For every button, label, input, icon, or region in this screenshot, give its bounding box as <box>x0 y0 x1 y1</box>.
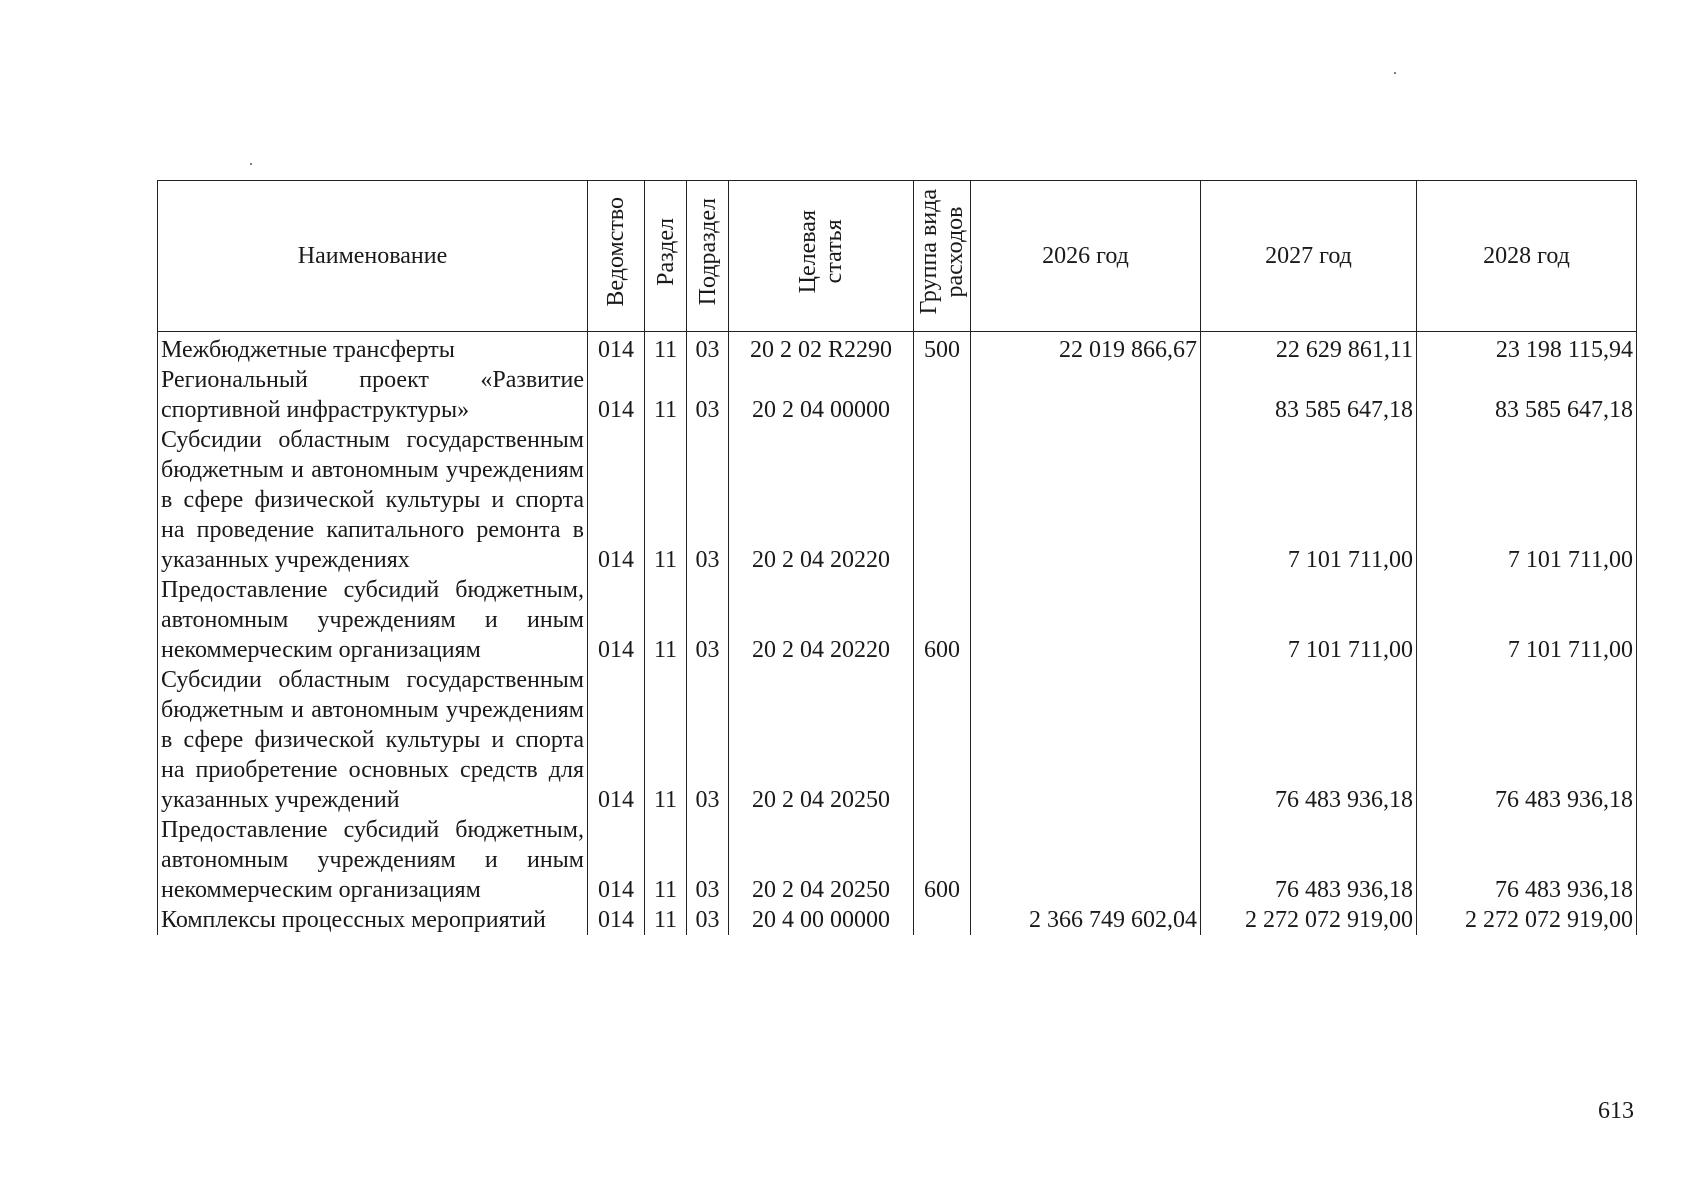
cell-amount-2027: 7 101 711,00 <box>1201 575 1417 665</box>
table-row <box>158 365 1637 425</box>
table-row <box>158 815 1637 905</box>
cell-section: 11 <box>645 815 687 905</box>
cell-name: Региональный проект «Развитие спортивной инфраструктуры» <box>158 365 588 425</box>
table-row <box>158 665 1637 815</box>
cell-section: 11 <box>645 332 687 366</box>
cell-amount-2028: 23 198 115,94 <box>1417 332 1637 366</box>
scan-speck <box>250 163 252 165</box>
cell-expense-group: 500 <box>914 332 971 366</box>
cell-subsection: 03 <box>687 815 729 905</box>
cell-amount-2028: 76 483 936,18 <box>1417 665 1637 815</box>
cell-expense-group <box>914 365 971 425</box>
cell-name: Предоставление субсидий бюджетным, автономным учреждениям и иным некоммерческим организациям <box>158 815 588 905</box>
cell-target-article: 20 2 04 00000 <box>729 365 914 425</box>
header-year-2028: 2028 год <box>1417 181 1637 332</box>
cell-department: 014 <box>588 575 645 665</box>
cell-name: Межбюджетные трансферты <box>158 332 588 366</box>
cell-amount-2027: 2 272 072 919,00 <box>1201 905 1417 935</box>
cell-section: 11 <box>645 905 687 935</box>
scan-speck <box>1394 72 1396 74</box>
cell-amount-2027: 7 101 711,00 <box>1201 425 1417 575</box>
cell-expense-group <box>914 425 971 575</box>
cell-target-article: 20 2 04 20250 <box>729 665 914 815</box>
cell-name: Комплексы процессных мероприятий <box>158 905 588 935</box>
cell-amount-2027: 83 585 647,18 <box>1201 365 1417 425</box>
cell-subsection: 03 <box>687 425 729 575</box>
cell-target-article: 20 2 04 20220 <box>729 575 914 665</box>
cell-amount-2026: 2 366 749 602,04 <box>971 905 1201 935</box>
cell-target-article: 20 2 04 20250 <box>729 815 914 905</box>
cell-amount-2026: 22 019 866,67 <box>971 332 1201 366</box>
header-section: Раздел <box>645 181 687 332</box>
cell-amount-2026 <box>971 425 1201 575</box>
cell-department: 014 <box>588 665 645 815</box>
cell-amount-2026 <box>971 575 1201 665</box>
header-department: Ведомство <box>588 181 645 332</box>
cell-amount-2028: 7 101 711,00 <box>1417 575 1637 665</box>
header-target-article: Целевая статья <box>729 181 914 332</box>
cell-section: 11 <box>645 665 687 815</box>
header-name: Наименование <box>158 181 588 332</box>
cell-target-article: 20 2 02 R2290 <box>729 332 914 366</box>
cell-amount-2026 <box>971 665 1201 815</box>
cell-amount-2027: 76 483 936,18 <box>1201 665 1417 815</box>
page-number: 613 <box>1598 1098 1634 1124</box>
cell-name: Субсидии областным государственным бюджетным и автономным учреждениям в сфере физической культуры и спорта на приобретение основных средств для указанных учреждений <box>158 665 588 815</box>
cell-amount-2026 <box>971 365 1201 425</box>
header-expense-group: Группа вида расходов <box>914 181 971 332</box>
table-row <box>158 575 1637 665</box>
cell-name: Субсидии областным государственным бюджетным и автономным учреждениям в сфере физической культуры и спорта на проведение капитального ремонта в указанных учреждениях <box>158 425 588 575</box>
cell-section: 11 <box>645 365 687 425</box>
cell-amount-2026 <box>971 815 1201 905</box>
cell-department: 014 <box>588 425 645 575</box>
cell-department: 014 <box>588 365 645 425</box>
cell-amount-2028: 76 483 936,18 <box>1417 815 1637 905</box>
cell-subsection: 03 <box>687 365 729 425</box>
header-year-2027: 2027 год <box>1201 181 1417 332</box>
budget-table <box>157 180 1637 935</box>
cell-amount-2027: 22 629 861,11 <box>1201 332 1417 366</box>
table-header-row <box>158 181 1637 332</box>
table-row <box>158 905 1637 935</box>
cell-subsection: 03 <box>687 332 729 366</box>
cell-amount-2028: 2 272 072 919,00 <box>1417 905 1637 935</box>
cell-subsection: 03 <box>687 575 729 665</box>
cell-target-article: 20 2 04 20220 <box>729 425 914 575</box>
cell-department: 014 <box>588 815 645 905</box>
cell-amount-2027: 76 483 936,18 <box>1201 815 1417 905</box>
cell-amount-2028: 83 585 647,18 <box>1417 365 1637 425</box>
table-row <box>158 425 1637 575</box>
cell-target-article: 20 4 00 00000 <box>729 905 914 935</box>
cell-department: 014 <box>588 905 645 935</box>
header-subsection: Подраздел <box>687 181 729 332</box>
cell-department: 014 <box>588 332 645 366</box>
cell-subsection: 03 <box>687 665 729 815</box>
cell-section: 11 <box>645 425 687 575</box>
cell-amount-2028: 7 101 711,00 <box>1417 425 1637 575</box>
header-year-2026: 2026 год <box>971 181 1201 332</box>
cell-section: 11 <box>645 575 687 665</box>
cell-expense-group <box>914 665 971 815</box>
table-row <box>158 332 1637 366</box>
cell-name: Предоставление субсидий бюджетным, автономным учреждениям и иным некоммерческим организациям <box>158 575 588 665</box>
cell-subsection: 03 <box>687 905 729 935</box>
cell-expense-group: 600 <box>914 575 971 665</box>
cell-expense-group <box>914 905 971 935</box>
cell-expense-group: 600 <box>914 815 971 905</box>
